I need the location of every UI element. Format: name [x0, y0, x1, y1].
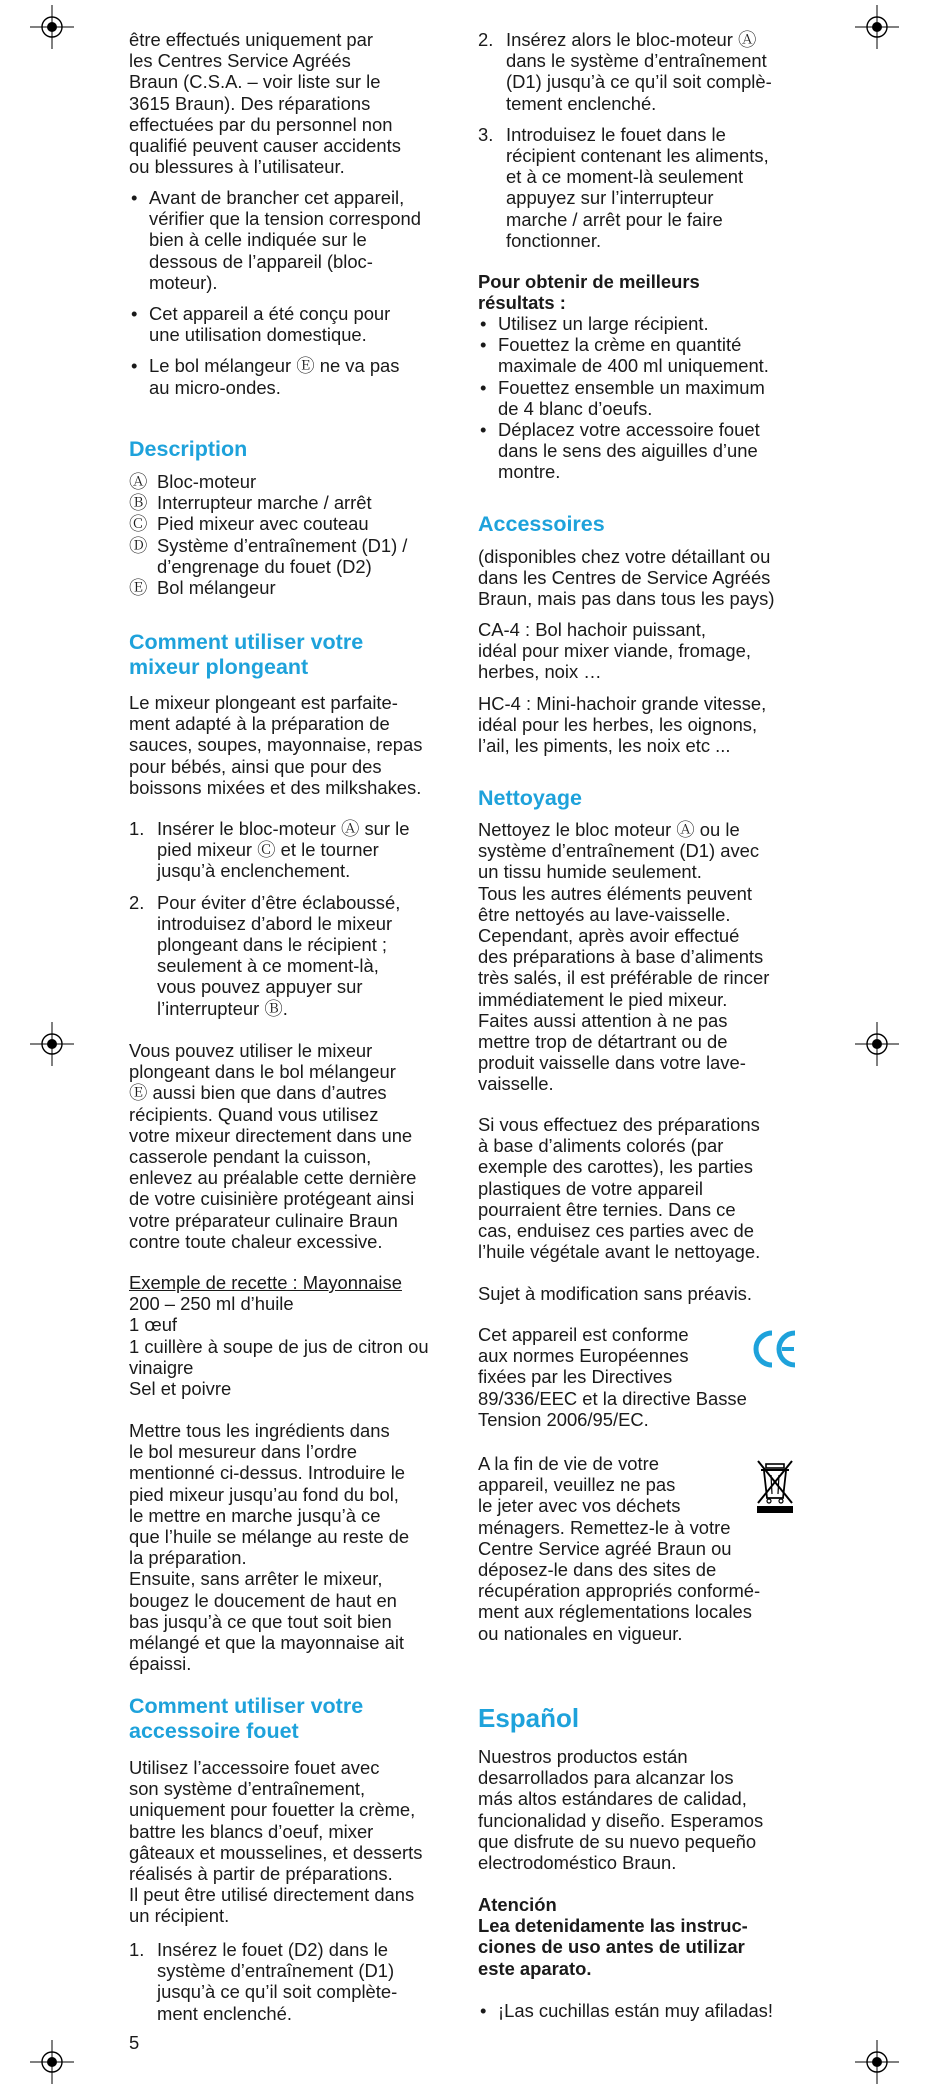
- list-item: [478, 2000, 810, 2021]
- attention-block: [478, 1894, 810, 1979]
- accessories-heading: Accessoires: [478, 512, 605, 536]
- text-line: système d’entraînement (D1) avec: [478, 840, 760, 862]
- text-line: plastiques de votre appareil: [478, 1177, 703, 1199]
- usage-steps: [129, 818, 460, 1019]
- text-line: pied mixeur Ⓒ et le tourner: [157, 839, 379, 861]
- text-line: mélangé et que la mayonnaise ait: [129, 1632, 405, 1654]
- text-line: Tension 2006/95/EC.: [478, 1408, 649, 1430]
- text-line: Nettoyez le bloc moteur Ⓐ ou le: [478, 819, 740, 840]
- item-letter: Ⓓ: [129, 534, 148, 556]
- text-line: boissons mixées et des milkshakes.: [129, 776, 422, 798]
- text-line: HC-4 : Mini-hachoir grande vitesse,: [478, 693, 767, 714]
- text-line: más altos estándares de calidad,: [478, 1788, 747, 1810]
- text-line: funcionalidad y diseño. Esperamos: [478, 1809, 764, 1831]
- best-results-heading: [478, 271, 810, 313]
- text-line: seulement à ce moment-là,: [157, 955, 379, 977]
- text-line: • Utilisez un large récipient.: [498, 313, 709, 334]
- text-line: jusqu’à ce qu’il soit complète-: [157, 1981, 398, 2003]
- text-line: bas jusqu’à ce que tout soit bien: [129, 1610, 392, 1632]
- text-line: Il peut être utilisé directement dans: [129, 1884, 415, 1906]
- whisk-heading: [129, 1694, 460, 1744]
- text-line: et à ce moment-là seulement: [506, 166, 744, 188]
- list-item: [129, 892, 460, 1019]
- text-line: ou blessures à l’utilisateur.: [129, 156, 345, 178]
- step-number: 2.: [129, 891, 145, 913]
- text-line: la préparation.: [129, 1547, 247, 1569]
- list-item: [129, 818, 460, 882]
- text-line: • ¡Las cuchillas están muy afiladas!: [498, 2000, 773, 2021]
- text-line: Bol mélangeur: [157, 577, 276, 599]
- text-line: este aparato.: [478, 1957, 592, 1979]
- text-line: appareil, veuillez ne pas: [478, 1474, 676, 1496]
- text-line: Ensuite, sans arrêter le mixeur,: [129, 1568, 383, 1590]
- text-line: que disfrute de su nuevo pequeño: [478, 1830, 757, 1852]
- text-line: Tous les autres éléments peuvent: [478, 882, 752, 904]
- usage-intro: [129, 692, 460, 798]
- text-line: Cependant, après avoir effectué: [478, 925, 740, 947]
- text-line: les Centres Service Agréés: [129, 50, 351, 72]
- text-line: récipient contenant les aliments,: [506, 145, 769, 167]
- heading-line: Pour obtenir de meilleurs: [478, 271, 700, 292]
- whisk-intro: [129, 1757, 460, 1927]
- cleaning-paragraph-1: [478, 819, 810, 1095]
- text-line: Système d’entraînement (D1) /: [157, 534, 408, 556]
- item-letter: Ⓒ: [129, 513, 148, 535]
- accessory-ca4: [478, 619, 810, 683]
- intro-paragraph: [129, 29, 460, 177]
- list-item: [129, 355, 460, 397]
- cleaning-heading: Nettoyage: [478, 786, 582, 810]
- text-line: au micro-ondes.: [149, 376, 281, 398]
- text-line: des préparations à base d’aliments: [478, 946, 764, 968]
- list-item: [129, 187, 460, 293]
- text-line: d’engrenage du fouet (D2): [157, 555, 372, 577]
- text-line: mentionné ci-dessus. Introduire le: [129, 1462, 406, 1484]
- list-item: [129, 513, 460, 534]
- text-line: dans le système d’entraînement: [506, 50, 767, 72]
- text-line: être effectués uniquement par: [129, 29, 374, 50]
- text-line: son système d’entraînement,: [129, 1778, 366, 1800]
- text-line: Cet appareil est conforme: [478, 1324, 689, 1345]
- item-letter: Ⓑ: [129, 492, 148, 514]
- text-line: ménagers. Remettez-le à votre: [478, 1516, 731, 1538]
- text-line: cas, enduisez ces parties avec de: [478, 1220, 755, 1242]
- heading-line: Comment utiliser votre: [129, 630, 364, 654]
- text-line: Braun (C.S.A. – voir liste sur le: [129, 71, 381, 93]
- text-line: fonctionner.: [506, 229, 602, 251]
- text-line: A la fin de vie de votre: [478, 1453, 659, 1474]
- text-line: très salés, il est préférable de rincer: [478, 967, 770, 989]
- text-line: récupération appropriés conformé-: [478, 1580, 761, 1602]
- recipe-method: [129, 1420, 460, 1674]
- text-line: épaissi.: [129, 1653, 192, 1675]
- ce-mark-icon: [752, 1329, 798, 1369]
- text-line: marche / arrêt pour le faire: [506, 208, 723, 230]
- text-line: Introduisez le fouet dans le: [506, 123, 726, 145]
- text-line: 89/336/EEC et la directive Basse: [478, 1387, 747, 1409]
- text-line: herbes, noix …: [478, 661, 602, 683]
- text-line: pourraient être ternies. Dans ce: [478, 1198, 736, 1220]
- crossed-bin-icon: [755, 1458, 795, 1514]
- text-line: le mettre en marche jusqu’à ce: [129, 1504, 381, 1526]
- text-line: jusqu’à enclenchement.: [157, 860, 351, 882]
- text-line: vinaigre: [129, 1356, 194, 1378]
- usage-heading: [129, 630, 460, 680]
- text-line: Ⓔ aussi bien que dans d’autres: [129, 1082, 387, 1104]
- text-line: idéal pour mixer viande, fromage,: [478, 640, 751, 662]
- text-line: immédiatement le pied mixeur.: [478, 988, 728, 1010]
- text-line: que l’huile se mélange au reste de: [129, 1526, 410, 1548]
- text-line: ment aux réglementations locales: [478, 1601, 752, 1623]
- list-item: [478, 419, 810, 483]
- text-line: Centre Service agréé Braun ou: [478, 1537, 732, 1559]
- best-results-bullets: [478, 313, 810, 483]
- list-item: [478, 334, 810, 376]
- registration-mark-icon: [30, 1022, 74, 1066]
- text-line: electrodoméstico Braun.: [478, 1852, 677, 1874]
- text-line: ciones de uso antes de utilizar: [478, 1936, 745, 1958]
- list-item: [129, 492, 460, 513]
- text-line: le jeter avec vos déchets: [478, 1495, 681, 1517]
- text-line: contre toute chaleur excessive.: [129, 1230, 383, 1252]
- list-item: [129, 535, 460, 577]
- heading-line: résultats :: [478, 292, 566, 314]
- text-line: pied mixeur jusqu’au fond du bol,: [129, 1483, 399, 1505]
- text-line: moteur).: [149, 271, 218, 293]
- text-line: Insérez le fouet (D2) dans le: [157, 1939, 389, 1960]
- text-line: mettre trop de détartrant ou de: [478, 1031, 728, 1053]
- text-line: appuyez sur l’interrupteur: [506, 187, 714, 209]
- whisk-step-1: [129, 1939, 460, 2024]
- step-number: 3.: [478, 123, 494, 145]
- text-line: produit vaisselle dans votre lave-: [478, 1052, 746, 1074]
- text-line: dans les Centres de Service Agréés: [478, 567, 771, 589]
- list-item: [478, 124, 810, 251]
- registration-mark-icon: [855, 1022, 899, 1066]
- list-item: [129, 471, 460, 492]
- step-number: 2.: [478, 29, 494, 50]
- recipe-title: Exemple de recette : Mayonnaise: [129, 1272, 402, 1293]
- registration-mark-icon: [30, 2040, 74, 2084]
- heading-line: accessoire fouet: [129, 1719, 299, 1743]
- text-line: 200 – 250 ml d’huile: [129, 1293, 294, 1315]
- text-line: idéal pour les herbes, les oignons,: [478, 714, 758, 736]
- text-line: uniquement pour fouetter la crème,: [129, 1799, 416, 1821]
- text-line: • Déplacez votre accessoire fouet: [498, 419, 760, 441]
- text-line: • Avant de brancher cet appareil,: [149, 187, 405, 208]
- text-line: pour bébés, ainsi que pour des: [129, 755, 382, 777]
- item-letter: Ⓔ: [129, 577, 148, 599]
- text-line: Pied mixeur avec couteau: [157, 513, 369, 535]
- text-line: Sel et poivre: [129, 1378, 232, 1400]
- step-number: 1.: [129, 818, 145, 839]
- text-line: 3615 Braun). Des réparations: [129, 92, 371, 114]
- text-line: • Fouettez ensemble un maximum: [498, 376, 765, 398]
- text-line: l’interrupteur Ⓑ.: [157, 997, 288, 1019]
- text-line: une utilisation domestique.: [149, 324, 367, 346]
- text-line: déposez-le dans des sites de: [478, 1559, 717, 1581]
- text-line: Insérer le bloc-moteur Ⓐ sur le: [157, 818, 410, 839]
- text-line: CA-4 : Bol hachoir puissant,: [478, 619, 706, 640]
- text-line: bien à celle indiquée sur le: [149, 229, 367, 251]
- text-line: Insérez alors le bloc-moteur Ⓐ: [506, 29, 757, 50]
- accessories-intro: [478, 546, 810, 610]
- text-line: vaisselle.: [478, 1073, 554, 1095]
- text-line: Faites aussi attention à ne pas: [478, 1009, 728, 1031]
- text-line: (disponibles chez votre détaillant ou: [478, 546, 771, 567]
- page-number: 5: [129, 2032, 140, 2053]
- text-line: être nettoyés au lave-vaisselle.: [478, 903, 731, 925]
- text-line: de votre cuisinière protégeant ainsi: [129, 1188, 415, 1210]
- list-item: [129, 303, 460, 345]
- cleaning-paragraph-2: [478, 1114, 810, 1262]
- usage-paragraph: [129, 1040, 460, 1252]
- spanish-bullets: [478, 2000, 810, 2021]
- heading-line: mixeur plongeant: [129, 655, 309, 679]
- modification-notice: Sujet à modification sans préavis.: [478, 1283, 752, 1304]
- text-line: battre les blancs d’oeuf, mixer: [129, 1820, 374, 1842]
- text-line: réalisés à partir de préparations.: [129, 1863, 393, 1885]
- spanish-intro: [478, 1746, 810, 1873]
- text-line: 1 œuf: [129, 1314, 178, 1336]
- text-line: Mettre tous les ingrédients dans: [129, 1420, 390, 1441]
- text-line: tement enclenché.: [506, 92, 657, 114]
- text-line: votre préparateur culinaire Braun: [129, 1209, 398, 1231]
- text-line: récipients. Quand vous utilisez: [129, 1103, 379, 1125]
- text-line: plongeant dans le récipient ;: [157, 934, 388, 956]
- text-line: système d’entraînement (D1): [157, 1960, 395, 1982]
- text-line: (D1) jusqu’à ce qu’il soit complè-: [506, 71, 772, 93]
- text-line: l’ail, les piments, les noix etc ...: [478, 735, 731, 757]
- text-line: de 4 blanc d’oeufs.: [498, 397, 653, 419]
- registration-mark-icon: [30, 5, 74, 49]
- text-line: Lea detenidamente las instruc-: [478, 1915, 748, 1937]
- whisk-steps: [478, 29, 810, 251]
- text-line: Le mixeur plongeant est parfaite-: [129, 692, 398, 713]
- text-line: vous pouvez appuyer sur: [157, 976, 363, 998]
- text-line: fixées par les Directives: [478, 1366, 673, 1388]
- attention-title: Atención: [478, 1894, 557, 1915]
- text-line: introduisez d’abord le mixeur: [157, 912, 393, 934]
- description-list: [129, 471, 460, 598]
- text-line: Nuestros productos están: [478, 1746, 688, 1767]
- text-line: vérifier que la tension correspond: [149, 208, 421, 230]
- text-line: maximale de 400 ml uniquement.: [498, 355, 769, 377]
- text-line: Vous pouvez utiliser le mixeur: [129, 1040, 373, 1061]
- text-line: montre.: [498, 461, 561, 483]
- list-item: [478, 313, 810, 334]
- text-line: qualifié peuvent causer accidents: [129, 135, 401, 157]
- accessory-hc4: [478, 693, 810, 757]
- registration-mark-icon: [855, 2040, 899, 2084]
- recipe: [129, 1272, 460, 1399]
- text-line: Utilisez l’accessoire fouet avec: [129, 1757, 380, 1778]
- list-item: [478, 29, 810, 114]
- text-line: • Le bol mélangeur Ⓔ ne va pas: [149, 355, 400, 377]
- text-line: 1 cuillère à soupe de jus de citron ou: [129, 1335, 429, 1357]
- text-line: aux normes Européennes: [478, 1345, 689, 1367]
- list-item: [129, 577, 460, 598]
- step-number: 1.: [129, 1939, 145, 1960]
- text-line: Braun, mais pas dans tous les pays): [478, 588, 775, 610]
- text-line: le bol mesureur dans l’ordre: [129, 1441, 357, 1463]
- heading-line: Comment utiliser votre: [129, 1694, 364, 1718]
- description-heading: Description: [129, 437, 248, 461]
- text-line: votre mixeur directement dans une: [129, 1124, 413, 1146]
- text-line: exemple des carottes), les parties: [478, 1156, 753, 1178]
- text-line: dessous de l’appareil (bloc-: [149, 250, 373, 272]
- text-line: effectuées par du personnel non: [129, 113, 393, 135]
- text-line: un récipient.: [129, 1905, 230, 1927]
- text-line: bougez le doucement de haut en: [129, 1589, 397, 1611]
- text-line: l’huile végétale avant le nettoyage.: [478, 1241, 761, 1263]
- text-line: dans le sens des aiguilles d’une: [498, 440, 758, 462]
- text-line: Pour éviter d’être éclaboussé,: [157, 891, 401, 913]
- registration-mark-icon: [855, 5, 899, 49]
- text-line: Si vous effectuez des préparations: [478, 1114, 760, 1135]
- text-line: ment adapté à la préparation de: [129, 713, 390, 735]
- text-line: • Cet appareil a été conçu pour: [149, 303, 391, 325]
- item-letter: Ⓐ: [129, 471, 148, 492]
- text-line: Interrupteur marche / arrêt: [157, 492, 372, 514]
- text-line: gâteaux et mousselines, et desserts: [129, 1841, 423, 1863]
- text-line: ment enclenché.: [157, 2002, 292, 2024]
- list-item: [478, 377, 810, 419]
- text-line: casserole pendant la cuisson,: [129, 1146, 372, 1168]
- spanish-heading: Español: [478, 1703, 580, 1733]
- text-line: enlevez au préalable cette dernière: [129, 1167, 417, 1189]
- text-line: plongeant dans le bol mélangeur: [129, 1061, 396, 1083]
- text-line: desarrollados para alcanzar los: [478, 1767, 734, 1789]
- text-line: à base d’aliments colorés (par: [478, 1135, 724, 1157]
- text-line: sauces, soupes, mayonnaise, repas: [129, 734, 423, 756]
- text-line: un tissu humide seulement.: [478, 861, 702, 883]
- list-item: [129, 1939, 460, 2024]
- text-line: Bloc-moteur: [157, 471, 257, 492]
- text-line: ou nationales en vigueur.: [478, 1622, 683, 1644]
- text-line: • Fouettez la crème en quantité: [498, 334, 742, 356]
- safety-bullets: [129, 187, 460, 398]
